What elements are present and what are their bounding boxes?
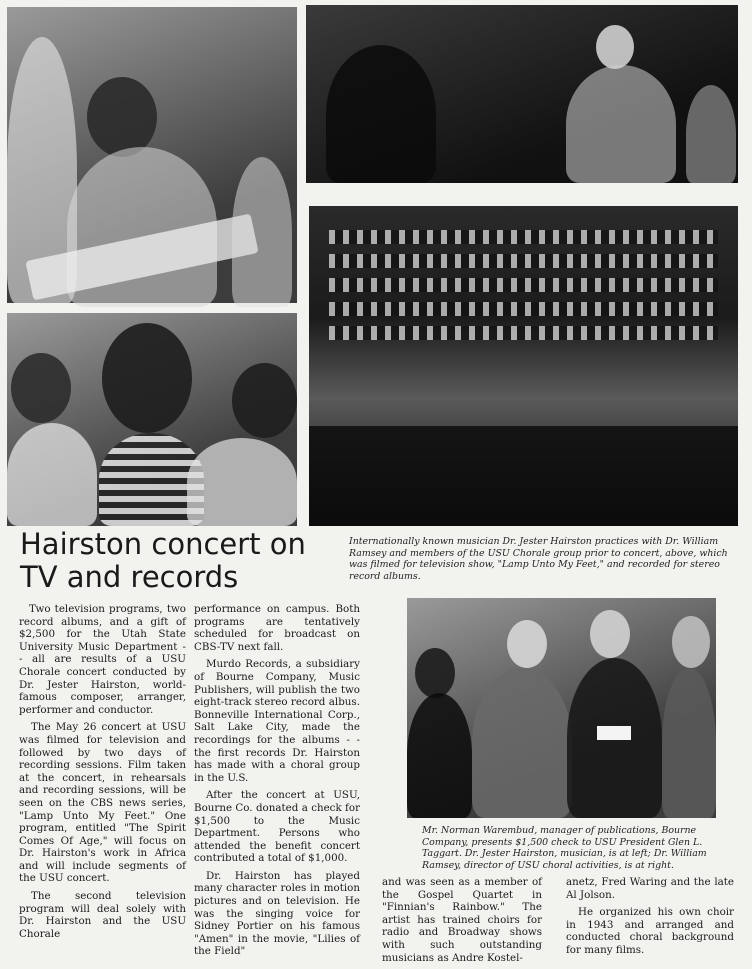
article-column-4 (566, 876, 734, 962)
paragraph: performance on campus. Both programs are tentatively scheduled for broadcast on CBS-TV next fall. (194, 603, 360, 653)
paragraph: Murdo Records, a subsidiary of Bourne Company, Music Publishers, will publish the two eight-track stereo record albus. Bonneville International Corp., Salt Lake City, made the recordings for the albums - - the first records Dr. Hairston has made with a choral group in the U.S. (194, 658, 360, 784)
photo-rehearsal-score (7, 7, 297, 303)
paragraph: and was seen as a member of the Gospel Quartet in "Finnian's Rainbow." The artist has trained choirs for radio and Broadway shows with such outstanding musicians as Andre Kostel- (382, 876, 542, 964)
photo-check-presentation (407, 598, 716, 818)
paragraph: The second television program will deal solely with Dr. Hairston and the USU Chorale (19, 890, 186, 940)
caption-check-photo: Mr. Norman Warembud, manager of publications, Bourne Company, presents $1,500 check to USU President Glen L. Taggart. Dr. Jester Hairston, musician, is at left; Dr. William Ramsey, director of USU choral activities, is at right. (422, 825, 707, 871)
article-column-3 (382, 876, 542, 969)
headline: Hairston concert on TV and records (20, 527, 306, 594)
paragraph: The May 26 concert at USU was filmed for television and followed by two days of recording sessions. Film taken at the concert, in rehearsals and recording sessions, will be seen on the CBS news series, "Lamp Unto My Feet." One program, entitled "The Spirit Comes Of Age," will focus on Dr. Hairston's work in Africa and will include segments of the USU concert. (19, 721, 186, 885)
paragraph: Dr. Hairston has played many character roles in motion pictures and on television. He was the singing voice for Sidney Portier on his famous "Amen" in the movie, "Lilies of the Field" (194, 869, 360, 958)
paragraph: After the concert at USU, Bourne Co. donated a check for $1,500 to the Music Department. Persons who attended the benefit concert contributed a total of $1,000. (194, 789, 360, 865)
photo-filming-conductor (306, 5, 738, 183)
photo-singers-closeup (7, 313, 297, 526)
article-column-2 (194, 603, 360, 963)
paragraph: Two television programs, two record albums, and a gift of $2,500 for the Utah State University Music Department - - all are results of a USU Chorale concert conducted by Dr. Jester Hairston, world-famous composer, arranger, performer and conductor. (19, 603, 186, 716)
paragraph: He organized his own choir in 1943 and arranged and conducted choral background for many films. (566, 906, 734, 956)
caption-concert-photos: Internationally known musician Dr. Jester Hairston practices with Dr. William Ramsey and members of the USU Chorale group prior to concert, above, which was filmed for television show, "Lamp Unto My Feet," and recorded for stereo record albums. (349, 536, 728, 582)
photo-choir-concert (309, 206, 738, 526)
paragraph: anetz, Fred Waring and the late Al Jolson. (566, 876, 734, 901)
article-column-1 (19, 603, 186, 945)
